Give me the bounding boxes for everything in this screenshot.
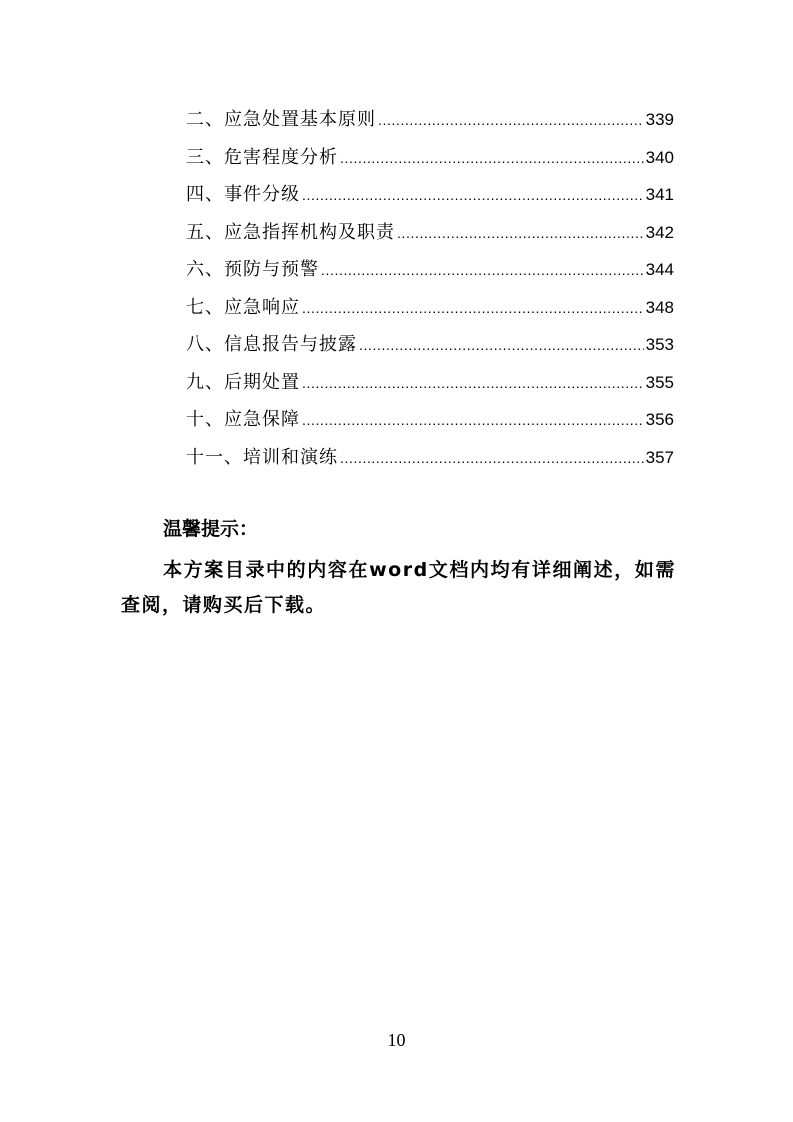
toc-entry-page: 344: [645, 260, 674, 279]
notice-section: [121, 512, 676, 623]
toc-entry[interactable]: [186, 142, 674, 180]
toc-leader-dots: [302, 292, 644, 324]
toc-leader-dots: [359, 329, 644, 361]
toc-entry-label: 六、预防与预警: [186, 259, 319, 280]
toc-entry-label: 四、事件分级: [186, 184, 300, 205]
toc-leader-dots: [302, 404, 644, 436]
toc-entry-label: 八、信息报告与披露: [186, 334, 357, 355]
table-of-contents: [186, 104, 674, 479]
toc-entry[interactable]: [186, 442, 674, 480]
toc-leader-dots: [321, 254, 644, 286]
toc-entry-page: 348: [645, 297, 674, 317]
toc-entry-label: 九、后期处置: [186, 371, 300, 393]
toc-entry[interactable]: [186, 329, 674, 367]
page-number: 10: [387, 1030, 406, 1050]
toc-entry-page: 341: [645, 185, 674, 204]
toc-leader-dots: [340, 142, 644, 174]
toc-leader-dots: [302, 367, 644, 399]
toc-entry-label: 五、应急指挥机构及职责: [186, 221, 395, 243]
toc-entry-label: 三、危害程度分析: [186, 146, 338, 168]
toc-entry-page: 342: [645, 222, 674, 242]
toc-entry-page: 353: [645, 335, 674, 354]
notice-heading: 温馨提示：: [163, 518, 259, 540]
toc-leader-dots: [378, 104, 644, 136]
toc-entry-page: 340: [645, 147, 674, 167]
toc-entry-page: 339: [645, 110, 674, 129]
toc-entry-page: 356: [645, 410, 674, 429]
toc-entry[interactable]: [186, 367, 674, 405]
toc-leader-dots: [302, 179, 644, 211]
toc-leader-dots: [397, 217, 644, 249]
toc-entry-page: 357: [645, 447, 674, 467]
toc-entry-label: 十、应急保障: [186, 409, 300, 430]
toc-entry-label: 七、应急响应: [186, 296, 300, 318]
toc-entry-page: 355: [645, 372, 674, 392]
toc-leader-dots: [340, 442, 644, 474]
notice-body: 本方案目录中的内容在word文档内均有详细阐述，如需查阅，请购买后下载。: [121, 559, 676, 616]
toc-entry[interactable]: [186, 292, 674, 330]
toc-entry[interactable]: [186, 104, 674, 142]
toc-entry[interactable]: [186, 179, 674, 217]
toc-entry-label: 二、应急处置基本原则: [186, 109, 376, 130]
toc-entry[interactable]: [186, 254, 674, 292]
toc-entry[interactable]: [186, 217, 674, 255]
toc-entry[interactable]: [186, 404, 674, 442]
toc-entry-label: 十一、培训和演练: [186, 446, 338, 468]
